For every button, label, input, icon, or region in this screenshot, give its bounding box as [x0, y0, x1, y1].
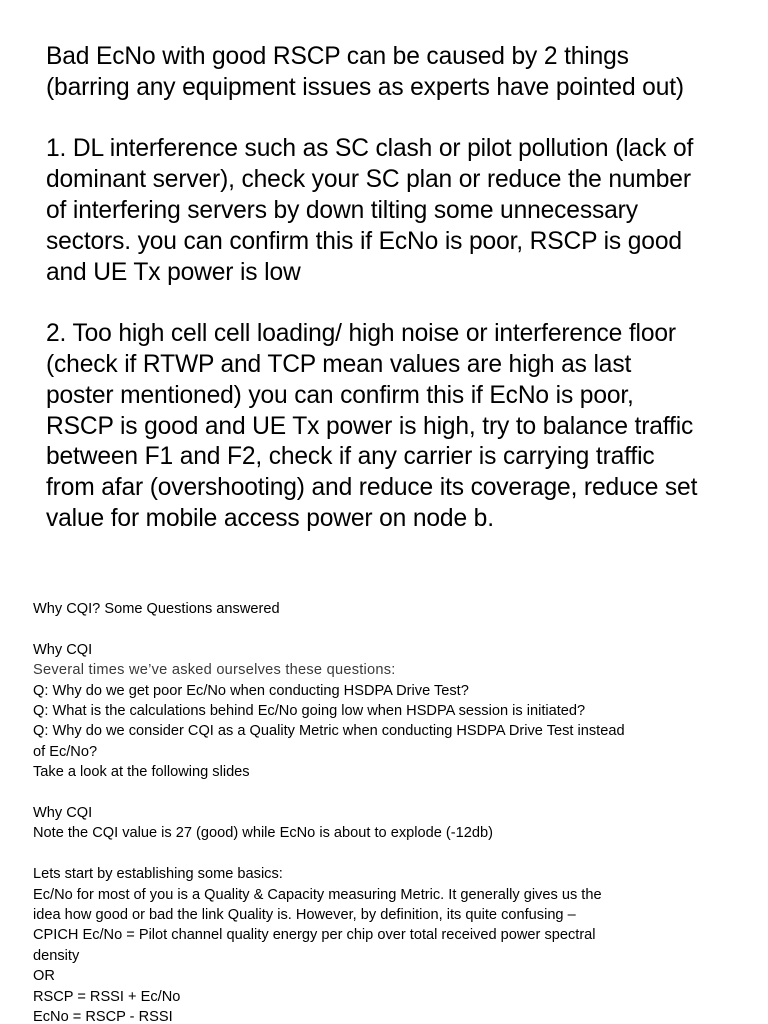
section-heading: Why CQI — [33, 641, 93, 658]
question-line: Q: Why do we consider CQI as a Quality Metric when conducting HSDPA Drive Test instead — [33, 723, 625, 740]
intro-line: Bad EcNo with good RSCP can be caused by 2 things — [46, 43, 629, 70]
question-line: Q: What is the calculations behind Ec/No going low when HSDPA session is initiated? — [33, 703, 586, 720]
point-2-line: (check if RTWP and TCP mean values are high as last — [46, 350, 632, 378]
paragraph-gap — [33, 783, 753, 803]
point-1-line: and UE Tx power is low — [46, 258, 301, 286]
basics-line: density — [33, 947, 80, 964]
basics-line: Lets start by establishing some basics: — [33, 866, 283, 883]
basics-line: OR — [33, 968, 55, 985]
point-2-line: RSCP is good and UE Tx power is high, try to balance traffic — [46, 412, 694, 440]
point-2-line: value for mobile access power on node b. — [46, 504, 494, 532]
point-2-line: from afar (overshooting) and reduce its coverage, reduce set — [46, 474, 698, 502]
cqi-note: Note the CQI value is 27 (good) while EcNo is about to explode (-12db) — [33, 825, 493, 842]
paragraph-gap — [46, 288, 746, 319]
point-1-line: of interfering servers by down tilting some unnecessary — [46, 196, 638, 224]
question-line: of Ec/No? — [33, 743, 98, 760]
question-line: Q: Why do we get poor Ec/No when conducting HSDPA Drive Test? — [33, 682, 469, 699]
paragraph-gap — [46, 104, 746, 135]
questions-intro: Several times we’ve asked ourselves these questions: — [33, 662, 396, 679]
slides-note: Take a look at the following slides — [33, 764, 250, 781]
point-2-line: between F1 and F2, check if any carrier is carrying traffic — [46, 443, 655, 471]
point-2-line: poster mentioned) you can confirm this if EcNo is poor, — [46, 381, 634, 409]
basics-line: idea how good or bad the link Quality is. However, by definition, its quite confusing – — [33, 907, 576, 924]
section-title: Why CQI? Some Questions answered — [33, 601, 280, 617]
basics-line: RSCP = RSSI + Ec/No — [33, 988, 181, 1005]
paragraph-gap — [33, 844, 753, 864]
point-1-line: 1. DL interference such as SC clash or pilot pollution (lack of — [46, 135, 694, 163]
basics-line: EcNo = RSCP - RSSI — [33, 1009, 173, 1024]
point-1-line: dominant server), check your SC plan or reduce the number — [46, 166, 691, 194]
point-2-line: 2. Too high cell cell loading/ high noise or interference floor — [46, 320, 676, 348]
section-heading: Why CQI — [33, 805, 93, 822]
ecno-explanation — [46, 42, 746, 535]
basics-line: Ec/No for most of you is a Quality & Capacity measuring Metric. It generally gives us the — [33, 886, 602, 903]
basics-line: CPICH Ec/No = Pilot channel quality energy per chip over total received power spectral — [33, 927, 596, 944]
point-1-line: sectors. you can confirm this if EcNo is poor, RSCP is good — [46, 227, 682, 255]
cqi-section — [33, 599, 753, 1024]
intro-line: (barring any equipment issues as experts have pointed out) — [46, 73, 684, 101]
paragraph-gap — [33, 619, 753, 639]
